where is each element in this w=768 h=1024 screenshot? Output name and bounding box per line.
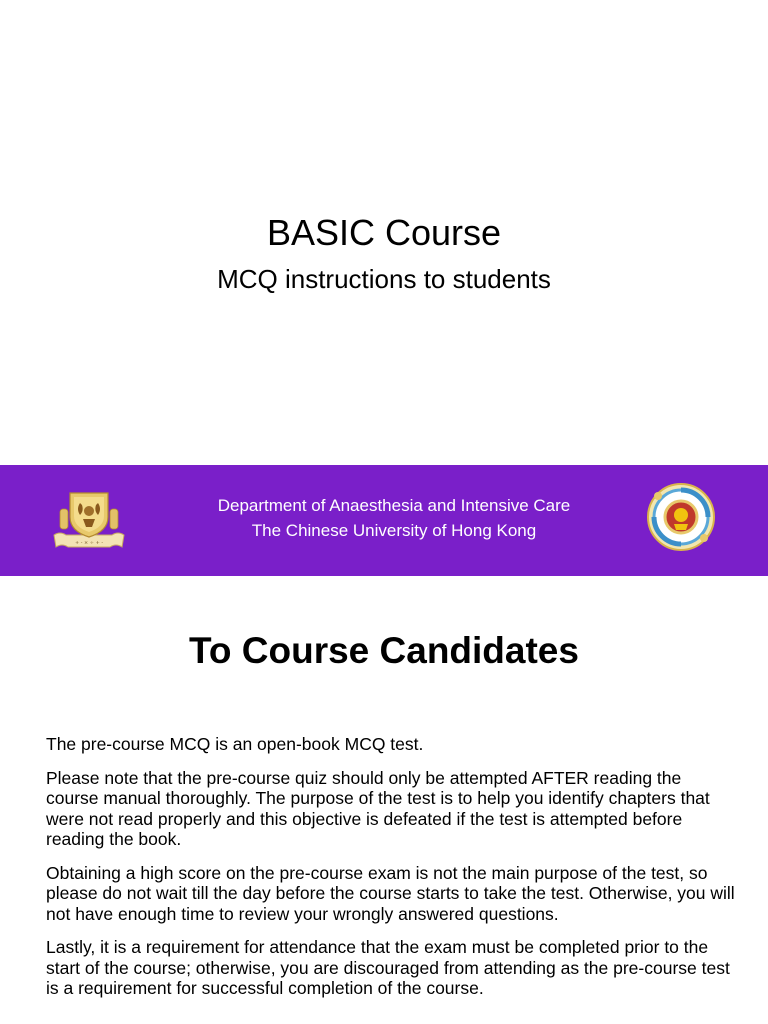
university-name: The Chinese University of Hong Kong <box>251 521 537 540</box>
cuhk-crest-logo <box>52 487 126 551</box>
instructions-slide <box>0 576 768 1024</box>
paragraph: Please note that the pre-course quiz should only be attempted AFTER reading the course manual thoroughly. The purpose of the test is to help you identify chapters that were not read properly and this objective is defeated if the test is attempted before reading the book. <box>46 767 710 849</box>
svg-text:+ - × ÷ + -: + - × ÷ + - <box>74 540 104 546</box>
basic-course-emblem-logo <box>646 482 716 552</box>
instructions-title: To Course Candidates <box>189 630 579 671</box>
paragraph: Obtaining a high score on the pre-course exam is not the main purpose of the test, so please do not wait till the day before the course starts to take the test. Otherwise, you will not have enough time to review your wrongly answered questions. <box>46 862 735 924</box>
instructions-body <box>46 734 736 1012</box>
paragraph: The pre-course MCQ is an open-book MCQ test. <box>46 734 424 754</box>
department-name: Department of Anaesthesia and Intensive Care <box>217 496 571 515</box>
paragraph: Lastly, it is a requirement for attendance that the exam must be completed prior to the start of the course; otherwise, you are discouraged from attending as the pre-course test is a requirement for successful completion of the course. <box>46 937 730 998</box>
department-banner <box>0 465 768 576</box>
course-title: BASIC Course <box>266 212 502 253</box>
banner-text <box>140 493 648 543</box>
course-subtitle: MCQ instructions to students <box>217 264 551 294</box>
